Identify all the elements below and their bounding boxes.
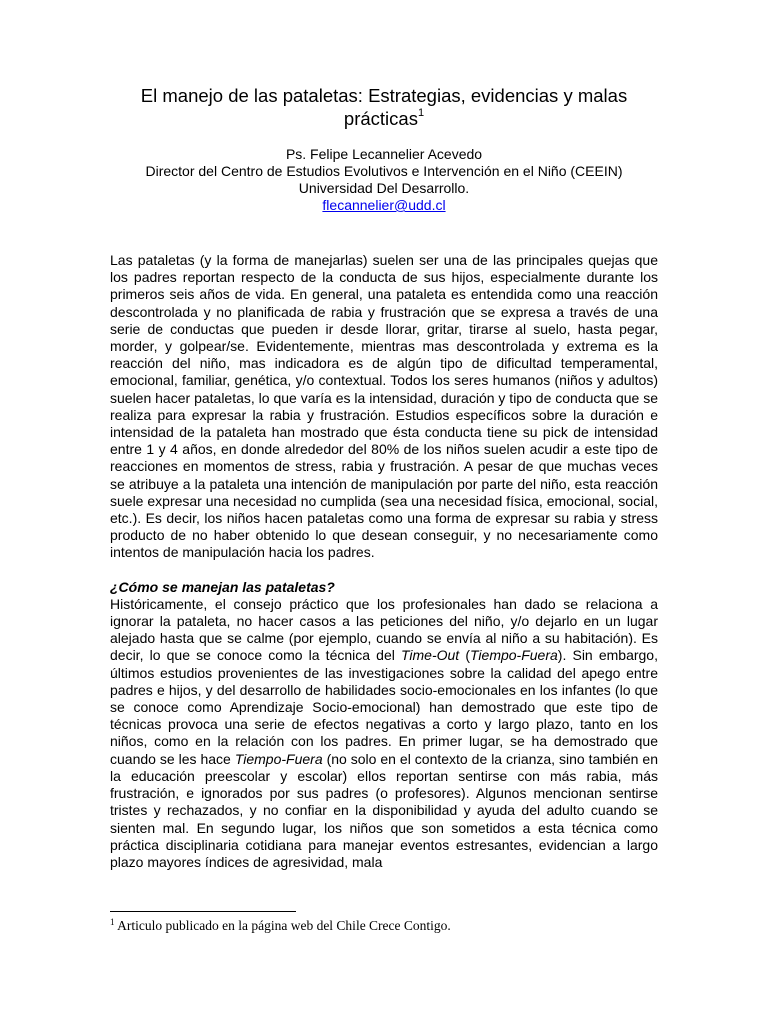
author-name: Ps. Felipe Lecannelier Acevedo: [285, 146, 483, 162]
paragraph-management-part-c: ). Sin embargo, últimos estudios provenientes de las investigaciones sobre la calidad del apego entre padres e hijos, y del desarrollo de habilidades socio-emocionales en los infantes (lo que se conoce como Aprendizaje Socio-emocional) han demostrado que este tipo de técnicas provoca una serie de efectos negativas a corto y largo plazo, tanto en los niños, como en la relación con los padres. En primer lugar, se ha demostrado que cuando se les hace: [110, 647, 658, 767]
term-tiempo-fuera-second: Tiempo-Fuera: [234, 750, 323, 767]
term-tiempo-fuera: Tiempo-Fuera: [470, 647, 558, 664]
author-institution: Universidad Del Desarrollo.: [298, 180, 470, 196]
paragraph-management-part-d: (no solo en el contexto de la crianza, sino también en la educación preescolar y escolar) ellos reportan sentirse con más rabia, más frustración, e ignorados por sus padres (o profesores). Algunos mencionan sentirse tristes y rechazados, y no confiar en la disponibilidad y ayuda del adulto cuando se sienten mal. En segundo lugar, los niños que son sometidos a esta técnica como práctica disciplinaria cotidiana para manejar eventos estresantes, evidencian a largo plazo mayores índices de agresividad, mala: [110, 750, 659, 870]
paragraph-intro: Las pataletas (y la forma de manejarlas) suelen ser una de las principales quejas que los padres reportan respecto de la conducta de sus hijos, especialmente durante los primeros seis años de vida. En general, una pataleta es entendida como una reacción descontrolada y no planificada de rabia y frustración que se expresa a través de una serie de conductas que pueden ir desde llorar, gritar, tirarse al suelo, hasta pegar, morder, y golpear/se. Evidentemente, mientras mas descontrolada y extrema es la reacción del niño, mas indicadora es de algún tipo de dificultad temperamental, emocional, familiar, genética, y/o contextual. Todos los seres humanos (niños y adultos) suelen hacer pataletas, lo que varía es la intensidad, duración y tipo de conducta que se realiza para expresar la rabia y frustración. Estudios específicos sobre la duración e intensidad de la pataleta han mostrado que ésta conducta tiene su pick de intensidad entre 1 y 4 años, en donde alrededor del 80% de los niños suelen acudir a este tipo de reacciones en momentos de stress, rabia y frustración. A pesar de que muchas veces se atribuye a la pataleta una intención de manipulación por parte del niño, esta reacción suele expresar una necesidad no cumplida (sea una necesidad física, emocional, social, etc.). Es decir, los niños hacen pataletas como una forma de expresar su rabia y stress producto de no haber obtenido lo que desean conseguir, y no necesariamente como intentos de manipulación hacia los padres.: [110, 252, 658, 561]
author-email-link[interactable]: flecannelier@udd.cl: [322, 197, 446, 213]
body-text: [110, 252, 658, 871]
document-title: [110, 84, 658, 130]
term-time-out: Time-Out: [400, 647, 460, 664]
footnote-text: Articulo publicado en la página web del Chile Crece Contigo.: [114, 918, 451, 933]
title-text: El manejo de las pataletas: Estrategias, evidencias y malas prácticas: [140, 85, 628, 129]
footnote-number: 1: [110, 917, 115, 927]
footnote-separator: [110, 911, 296, 912]
paragraph-management: [110, 596, 658, 871]
footnote: [110, 918, 658, 934]
paragraph-management-part-b: (: [459, 647, 470, 664]
title-footnote-ref[interactable]: 1: [417, 107, 425, 119]
author-block: [110, 146, 658, 214]
author-position: Director del Centro de Estudios Evolutivos e Intervención en el Niño (CEEIN): [145, 163, 623, 179]
paragraph-management-part-a: Históricamente, el consejo práctico que los profesionales han dado se relaciona a ignorar la pataleta, no hacer casos a las peticiones del niño, y/o dejarlo en un lugar alejado hasta que se calme (por ejemplo, cuando se envía al niño a su habitación). Es decir, lo que se conoce como la técnica del: [110, 595, 658, 664]
document-page: [110, 84, 658, 871]
section-heading: ¿Cómo se manejan las pataletas?: [110, 578, 335, 595]
